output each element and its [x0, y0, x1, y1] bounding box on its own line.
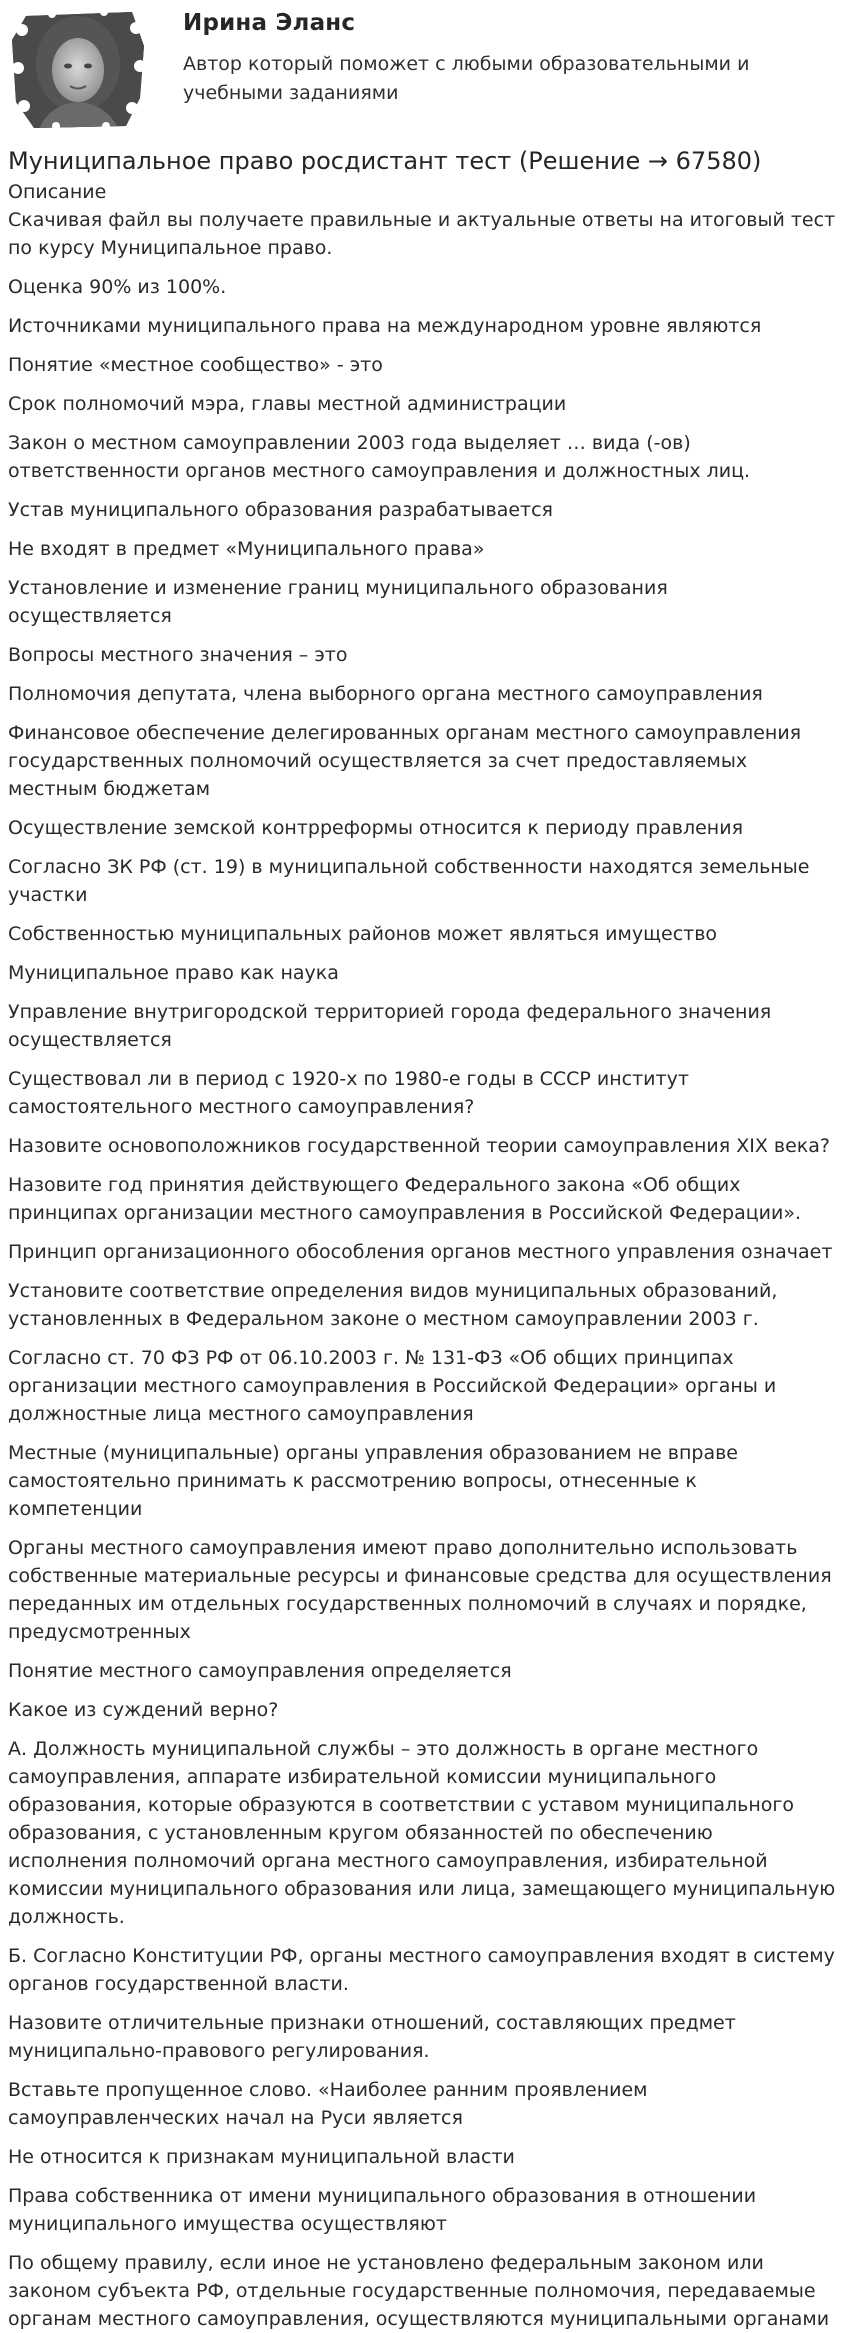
question-item: Местные (муниципальные) органы управления образованием не вправе самостоятельно принимать к рассмотрению вопросы, отнесенные к компетенции: [8, 1442, 738, 1520]
question-item: Финансовое обеспечение делегированных органам местного самоуправления государственных полномочий осуществляется за счет предоставляемых местным бюджетам: [8, 722, 802, 800]
author-card: [0, 0, 847, 138]
question-item: Осуществление земской контрреформы относится к периоду правления: [8, 817, 743, 839]
question-item: Назовите основоположников государственной теории самоуправления XIX века?: [8, 1135, 831, 1157]
author-avatar[interactable]: [8, 6, 150, 132]
question-item: Установите соответствие определения видов муниципальных образований, установленных в Федеральном законе о местном самоуправлении 2003 г.: [8, 1280, 778, 1330]
question-item: Источниками муниципального права на международном уровне являются: [8, 315, 762, 337]
question-item: Собственностью муниципальных районов может являться имущество: [8, 923, 718, 945]
question-item: Права собственника от имени муниципального образования в отношении муниципального имущества осуществляют: [8, 2185, 757, 2235]
document-content: [0, 145, 847, 2333]
description-text: Скачивая файл вы получаете правильные и актуальные ответы на итоговый тест по курсу Муниципальное право.: [8, 209, 836, 259]
question-item: Принцип организационного обособления органов местного управления означает: [8, 1241, 833, 1263]
question-item: Назовите отличительные признаки отношений, составляющих предмет муниципально-правового регулирования.: [8, 2012, 736, 2062]
question-item: Не относится к признакам муниципальной власти: [8, 2146, 515, 2168]
question-item: Не входят в предмет «Муниципального права»: [8, 538, 485, 560]
question-item: Какое из суждений верно?: [8, 1699, 279, 1721]
question-item: Существовал ли в период с 1920-х по 1980-е годы в СССР институт самостоятельного местного самоуправления?: [8, 1068, 689, 1118]
question-item: Органы местного самоуправления имеют право дополнительно использовать собственные материальные ресурсы и финансовые средства для осуществления переданных им отдельных государственных полномочий в случаях и порядке, предусмотренных: [8, 1537, 832, 1643]
author-name[interactable]: Ирина Эланс: [183, 10, 356, 36]
question-item: Б. Согласно Конституции РФ, органы местного самоуправления входят в систему органов государственной власти.: [8, 1945, 835, 1995]
question-item: Закон о местном самоуправлении 2003 года выделяет … вида (-ов) ответственности органов местного самоуправления и должностных лиц.: [8, 432, 751, 482]
question-item: Согласно ст. 70 ФЗ РФ от 06.10.2003 г. № 131-ФЗ «Об общих принципах организации местного самоуправления в Российской Федерации» органы и должностные лица местного самоуправления: [8, 1347, 777, 1425]
question-item: Понятие местного самоуправления определяется: [8, 1660, 512, 1682]
question-list: [8, 312, 837, 2333]
grade-text: Оценка 90% из 100%.: [8, 276, 227, 298]
question-item: Муниципальное право как наука: [8, 962, 339, 984]
document-title: Муниципальное право росдистант тест (Решение → 67580): [8, 147, 762, 175]
question-item: Управление внутригородской территорией города федерального значения осуществляется: [8, 1001, 772, 1051]
question-item: По общему правилу, если иное не установлено федеральным законом или законом субъекта РФ, отдельные государственные полномочия, передаваемые органам местного самоуправления, осуществляются муниципальными органами: [8, 2252, 830, 2330]
question-item: Вставьте пропущенное слово. «Наиболее ранним проявлением самоуправленческих начал на Руси является: [8, 2079, 648, 2129]
question-item: А. Должность муниципальной службы – это должность в органе местного самоуправления, аппарате избирательной комиссии муниципального образования, которые образуются в соответствии с уставом муниципального образования, с установленным кругом обязанностей по обеспечению исполнения полномочий органа местного самоуправления, избирательной комиссии муниципального образования или лица, замещающего муниципальную должность.: [8, 1738, 836, 1928]
description-label: Описание: [8, 181, 107, 203]
question-item: Согласно ЗК РФ (ст. 19) в муниципальной собственности находятся земельные участки: [8, 856, 810, 906]
question-item: Вопросы местного значения – это: [8, 644, 348, 666]
question-item: Полномочия депутата, члена выборного органа местного самоуправления: [8, 683, 763, 705]
author-bio: Автор который поможет с любыми образовательными и учебными заданиями: [183, 53, 750, 104]
question-item: Понятие «местное сообщество» - это: [8, 354, 383, 376]
question-item: Устав муниципального образования разрабатывается: [8, 499, 553, 521]
question-item: Срок полномочий мэра, главы местной администрации: [8, 393, 567, 415]
question-item: Установление и изменение границ муниципального образования осуществляется: [8, 577, 668, 627]
question-item: Назовите год принятия действующего Федерального закона «Об общих принципах организации местного самоуправления в Российской Федерации».: [8, 1174, 802, 1224]
